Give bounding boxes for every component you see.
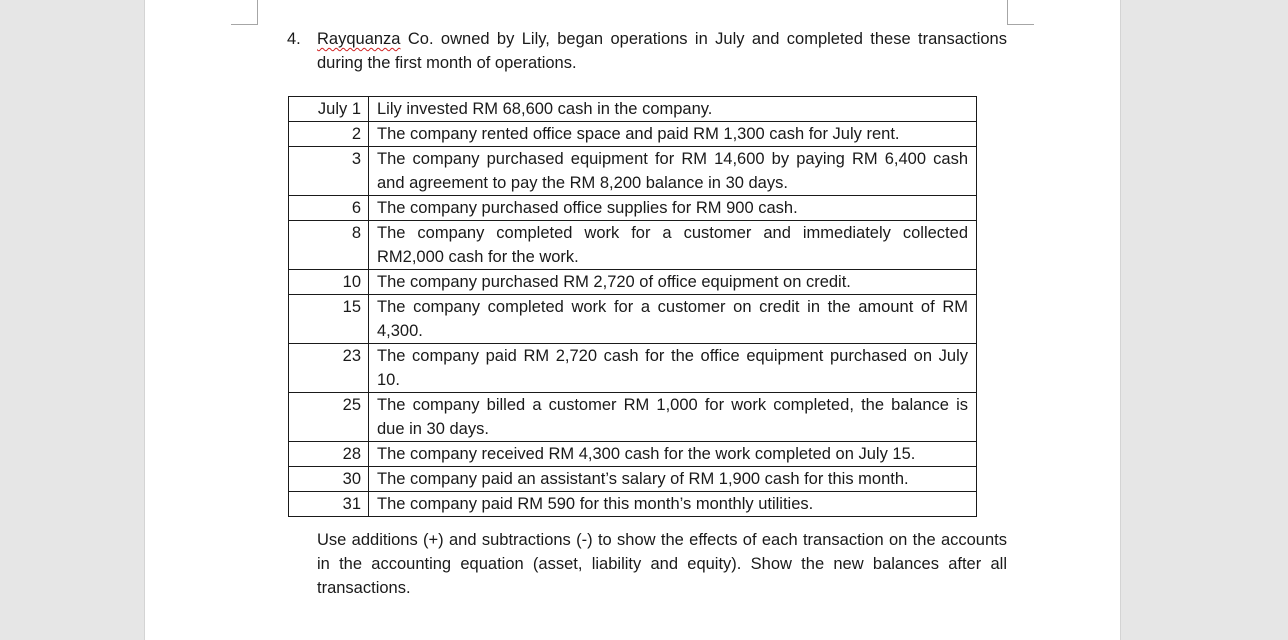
transaction-description: Lily invested RM 68,600 cash in the company. (369, 97, 977, 122)
transaction-row (289, 467, 977, 492)
transaction-description: The company purchased office supplies for RM 900 cash. (369, 196, 977, 221)
transaction-row (289, 147, 977, 196)
transaction-date: 2 (289, 122, 369, 147)
transaction-description: The company rented office space and paid RM 1,300 cash for July rent. (369, 122, 977, 147)
transaction-description: The company received RM 4,300 cash for the work completed on July 15. (369, 442, 977, 467)
transaction-description: The company billed a customer RM 1,000 for work completed, the balance is due in 30 days. (369, 393, 977, 442)
transaction-description: The company completed work for a customer and immediately collected RM2,000 cash for the work. (369, 221, 977, 270)
transaction-date: 23 (289, 344, 369, 393)
transaction-date: 6 (289, 196, 369, 221)
transaction-description: The company purchased RM 2,720 of office equipment on credit. (369, 270, 977, 295)
transaction-description: The company paid an assistant’s salary of RM 1,900 cash for this month. (369, 467, 977, 492)
transaction-row (289, 122, 977, 147)
question-text (317, 27, 1007, 75)
transaction-date: 10 (289, 270, 369, 295)
transaction-date: July 1 (289, 97, 369, 122)
margin-corner-mark-left (231, 0, 258, 25)
transactions-table (288, 96, 977, 517)
transaction-date: 3 (289, 147, 369, 196)
transaction-description: The company completed work for a customer on credit in the amount of RM 4,300. (369, 295, 977, 344)
margin-corner-mark-right (1007, 0, 1034, 25)
transaction-row (289, 393, 977, 442)
transaction-row (289, 295, 977, 344)
transaction-row (289, 442, 977, 467)
transaction-date: 25 (289, 393, 369, 442)
transaction-date: 31 (289, 492, 369, 517)
question-intro-rest: Co. owned by Lily, began operations in July and completed these transactions during the first month of operations. (317, 30, 1007, 72)
transaction-date: 15 (289, 295, 369, 344)
instruction-paragraph: Use additions (+) and subtractions (-) to show the effects of each transaction on the accounts in the accounting equation (asset, liability and equity). Show the new balances after all transactions. (317, 531, 1007, 597)
document-page (144, 0, 1121, 640)
transaction-date: 8 (289, 221, 369, 270)
transaction-row (289, 221, 977, 270)
transaction-description: The company paid RM 590 for this month’s monthly utilities. (369, 492, 977, 517)
transaction-row (289, 196, 977, 221)
transaction-row (289, 344, 977, 393)
transaction-description: The company purchased equipment for RM 14,600 by paying RM 6,400 cash and agreement to pay the RM 8,200 balance in 30 days. (369, 147, 977, 196)
spellcheck-word-company-name[interactable]: Rayquanza (317, 30, 401, 48)
transaction-row (289, 492, 977, 517)
transaction-date: 28 (289, 442, 369, 467)
transaction-row (289, 270, 977, 295)
transaction-row (289, 97, 977, 122)
transaction-date: 30 (289, 467, 369, 492)
question-number: 4. (287, 30, 301, 48)
transaction-description: The company paid RM 2,720 cash for the office equipment purchased on July 10. (369, 344, 977, 393)
